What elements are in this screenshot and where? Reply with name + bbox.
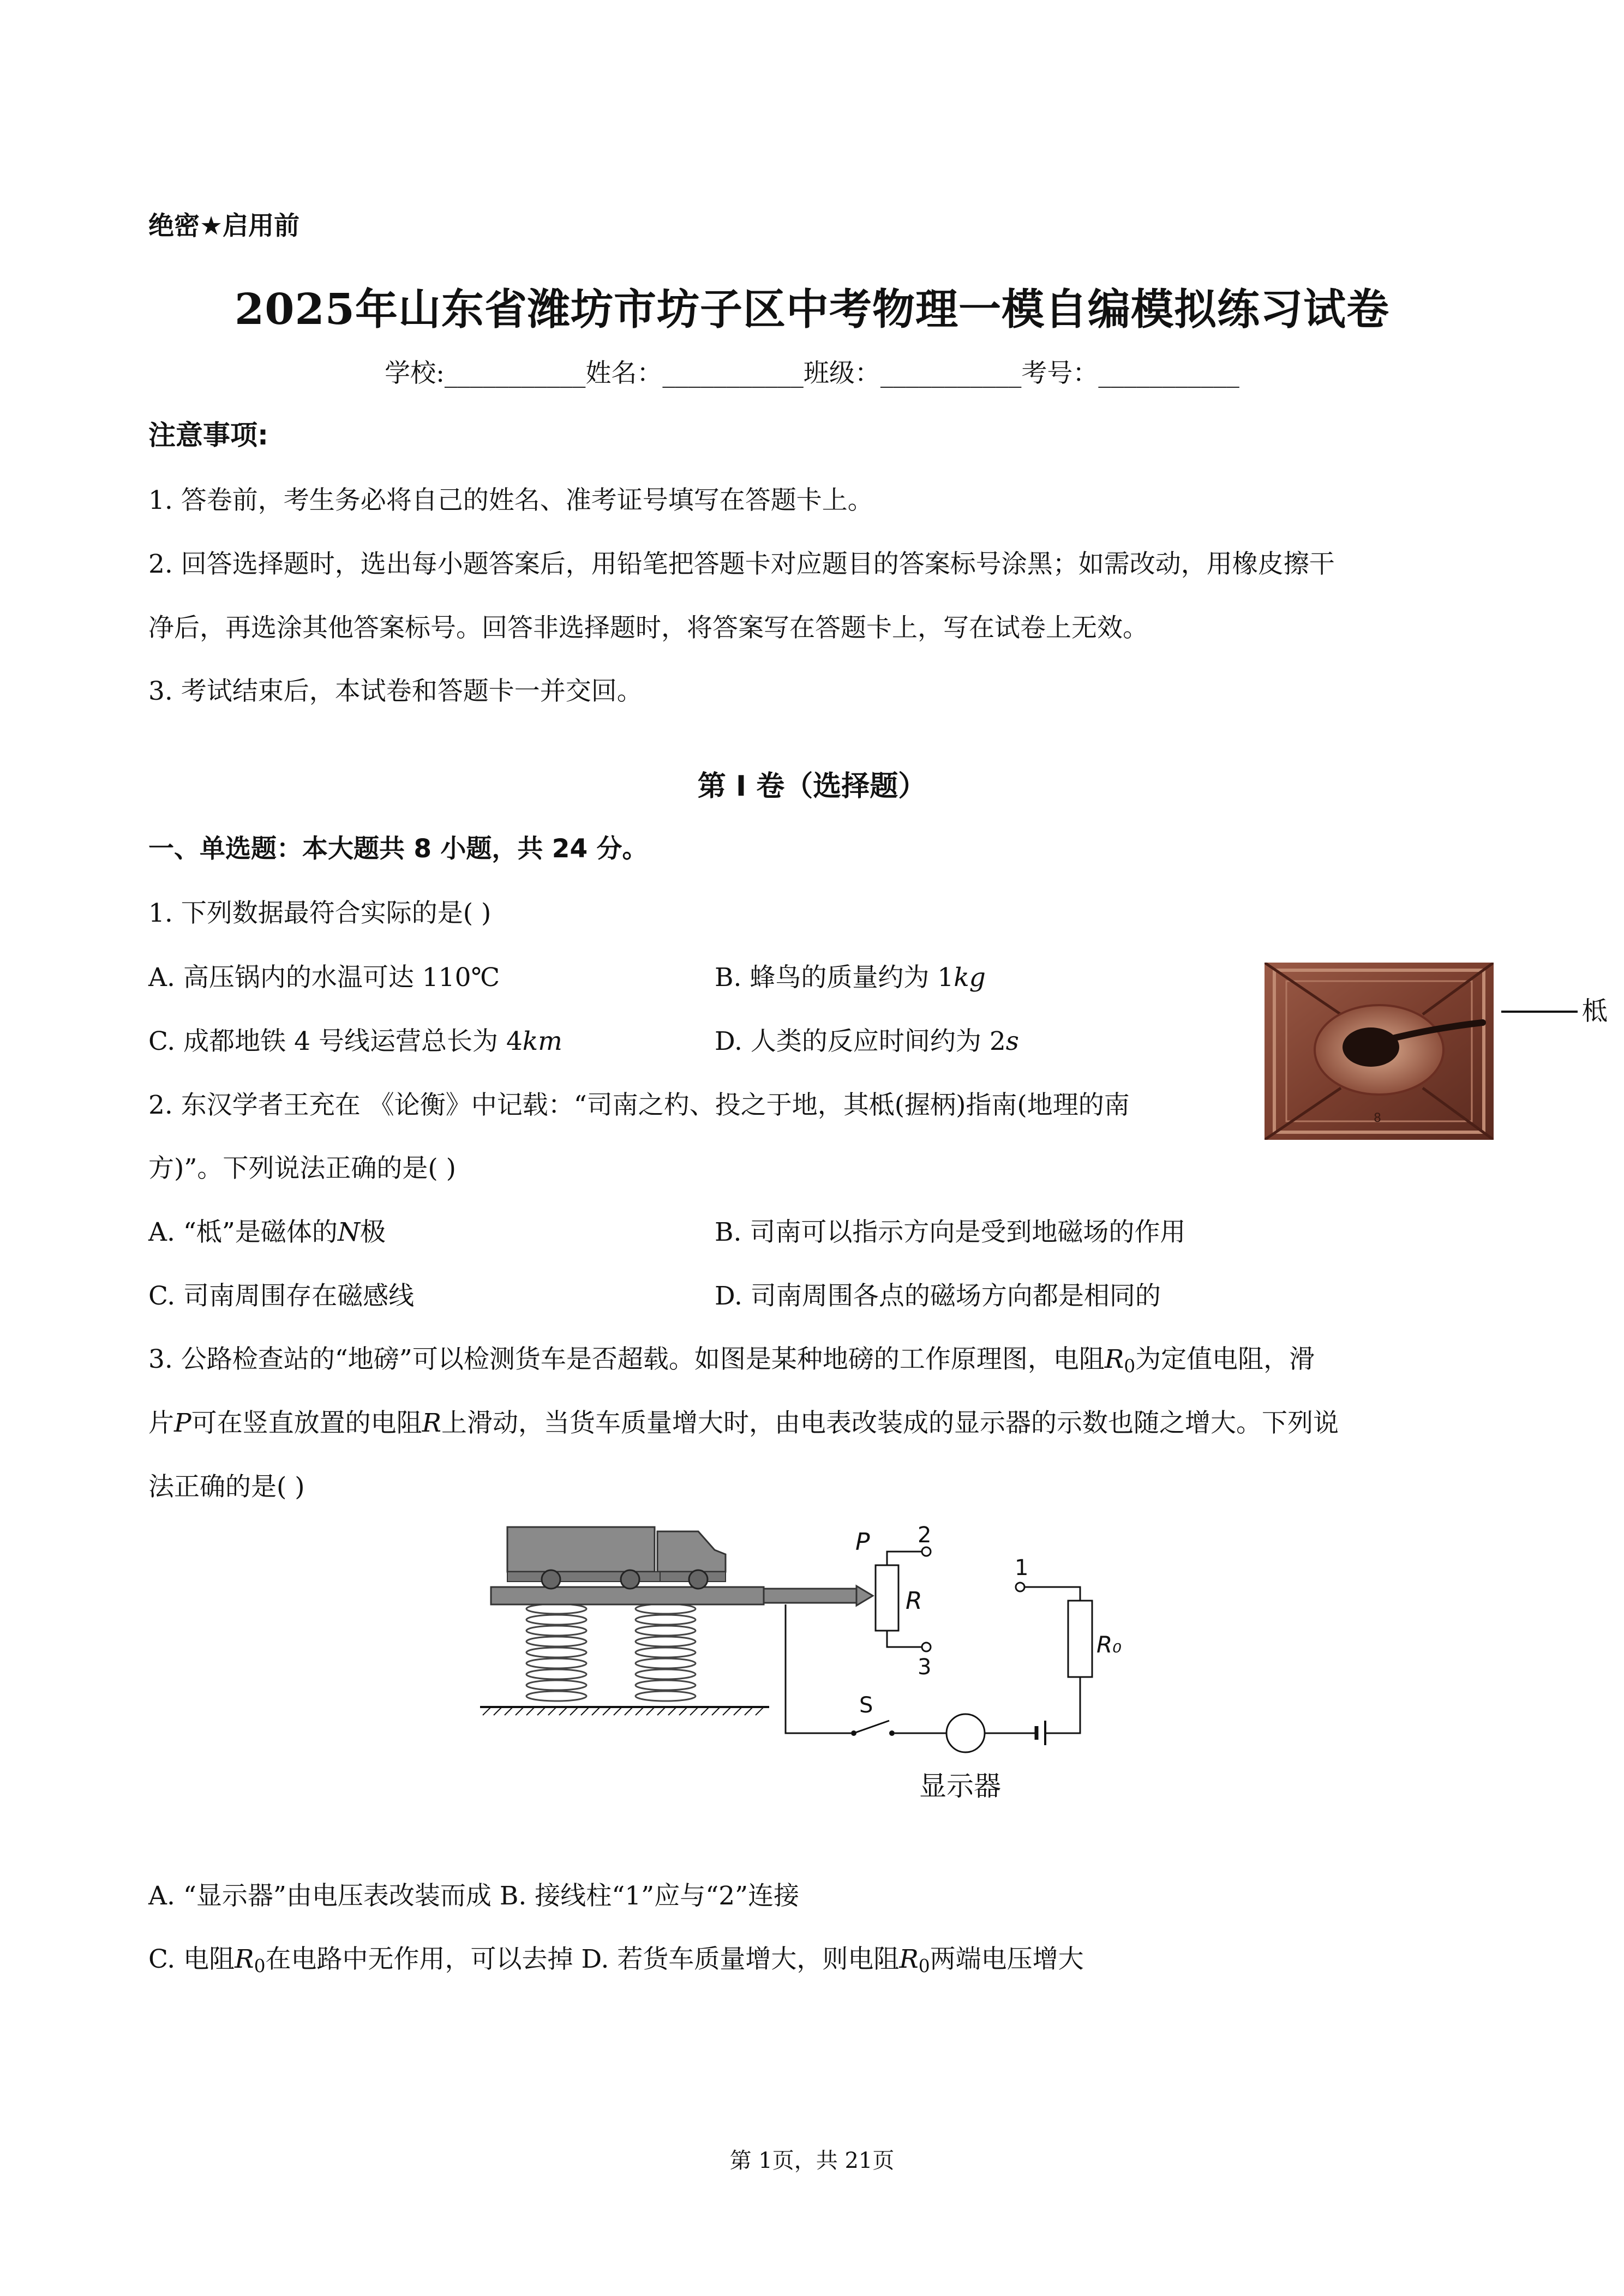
q3-stem-line3: 法正确的是( ) bbox=[148, 1472, 305, 1502]
q3-cd-r2: R bbox=[899, 1944, 919, 1974]
q1-option-c-unit: km bbox=[522, 1026, 562, 1056]
resistor-r bbox=[876, 1565, 898, 1631]
terminal-3 bbox=[922, 1643, 931, 1651]
switch-s bbox=[854, 1721, 889, 1733]
q3-l1-sub: 0 bbox=[1124, 1355, 1136, 1377]
q3-options-cd bbox=[148, 1943, 1084, 1982]
weighbridge-circuit-figure bbox=[475, 1511, 1162, 1816]
q2-option-a bbox=[148, 1216, 386, 1249]
q1-option-d-text: D. 人类的反应时间约为 2 bbox=[715, 1026, 1006, 1056]
q2-option-b: B. 司南可以指示方向是受到地磁场的作用 bbox=[715, 1217, 1186, 1247]
q3-cd-pre: C. 电阻 bbox=[148, 1944, 235, 1974]
terminal-1 bbox=[1016, 1583, 1024, 1591]
q2-option-d: D. 司南周围各点的磁场方向都是相同的 bbox=[715, 1281, 1161, 1311]
q3-stem-line1 bbox=[148, 1343, 1315, 1383]
q1-option-b-text: B. 蜂鸟的质量约为 1 bbox=[715, 963, 954, 993]
slider-tip bbox=[856, 1586, 873, 1606]
switch-contact bbox=[889, 1730, 895, 1736]
q3-cd-mid: 在电路中无作用，可以去掉 D. 若货车质量增大，则电阻 bbox=[265, 1944, 900, 1974]
q3-cd-r1: R bbox=[235, 1944, 254, 1974]
note-item: 3. 考试结束后，本试卷和答题卡一并交回。 bbox=[148, 676, 643, 706]
q3-options-ab: A. “显示器”由电压表改装而成 B. 接线柱“1”应与“2”连接 bbox=[148, 1881, 800, 1911]
label-switch-s: S bbox=[859, 1693, 873, 1718]
q3-l1-math: R bbox=[1104, 1344, 1124, 1374]
q1-option-d-unit: s bbox=[1005, 1026, 1019, 1056]
q1-option-c bbox=[148, 1025, 562, 1058]
q1-option-b bbox=[715, 961, 986, 994]
q1-option-a: A. 高压锅内的水温可达 110℃ bbox=[148, 963, 500, 993]
notes-heading: 注意事项: bbox=[148, 419, 268, 451]
spring-right bbox=[636, 1604, 696, 1701]
confidential-mark: 绝密★启用前 bbox=[148, 211, 300, 241]
q2-stem-line1: 2. 东汉学者王充在 《论衡》中记载：“司南之杓、投之于地，其柢(握柄)指南(地理的南 bbox=[148, 1090, 1130, 1120]
q1-stem: 1. 下列数据最符合实际的是( ) bbox=[148, 898, 492, 928]
note-item: 2. 回答选择题时，选出每小题答案后，用铅笔把答题卡对应题目的答案标号涂黑；如需改动，用橡皮擦干 bbox=[148, 549, 1335, 579]
note-item: 1. 答卷前，考生务必将自己的姓名、准考证号填写在答题卡上。 bbox=[148, 485, 873, 515]
ground-hatching bbox=[483, 1707, 764, 1715]
label-terminal-2: 2 bbox=[918, 1523, 932, 1548]
label-display: 显示器 bbox=[919, 1770, 1001, 1802]
q3-l2-post: 上滑动，当货车质量增大时，由电表改装成的显示器的示数也随之增大。下列说 bbox=[441, 1408, 1339, 1438]
q1-option-d bbox=[715, 1025, 1019, 1058]
figure-pointer-line bbox=[1501, 1011, 1578, 1013]
q3-l2-m1: P bbox=[174, 1408, 191, 1438]
label-r0: R₀ bbox=[1096, 1631, 1122, 1658]
page-footer: 第 1页，共 21页 bbox=[729, 2148, 895, 2173]
q2-figure-label: 柢 bbox=[1582, 996, 1608, 1026]
svg-text:8: 8 bbox=[1374, 1111, 1381, 1125]
resistor-r0 bbox=[1068, 1601, 1092, 1677]
exam-title: 2025年山东省潍坊市坊子区中考物理一模自编模拟练习试卷 bbox=[234, 285, 1390, 334]
q3-l1-pre: 3. 公路检查站的“地磅”可以检测货车是否超载。如图是某种地磅的工作原理图，电阻 bbox=[148, 1344, 1105, 1374]
q3-l2-m2: R bbox=[422, 1408, 442, 1438]
q2-option-a-post: 极 bbox=[360, 1217, 386, 1247]
terminal-2 bbox=[922, 1547, 931, 1556]
q3-cd-r2-sub: 0 bbox=[918, 1955, 930, 1977]
q3-cd-r1-sub: 0 bbox=[254, 1955, 266, 1977]
label-terminal-3: 3 bbox=[918, 1655, 932, 1680]
q2-option-a-pre: A. “柢”是磁体的 bbox=[148, 1217, 338, 1247]
sinan-image bbox=[1265, 963, 1494, 1140]
student-info-line: 学校:___________姓名：___________班级：___________考号：___________ bbox=[385, 358, 1239, 388]
q1-option-b-unit: kg bbox=[954, 963, 986, 993]
weigh-platform bbox=[491, 1587, 764, 1604]
q1-option-c-text: C. 成都地铁 4 号线运营总长为 4 bbox=[148, 1026, 523, 1056]
q3-cd-post: 两端电压增大 bbox=[930, 1944, 1084, 1974]
q3-l2-pre: 片 bbox=[148, 1408, 174, 1438]
truck bbox=[507, 1527, 726, 1589]
display-meter bbox=[946, 1714, 985, 1752]
sinan-figure bbox=[1265, 963, 1494, 1140]
part-title: 一、单选题：本大题共 8 小题，共 24 分。 bbox=[148, 834, 648, 864]
note-item: 净后，再选涂其他答案标号。回答非选择题时，将答案写在答题卡上，写在试卷上无效。 bbox=[148, 613, 1148, 643]
slider-arm bbox=[764, 1589, 856, 1603]
q2-option-c: C. 司南周围存在磁感线 bbox=[148, 1281, 415, 1311]
label-terminal-1: 1 bbox=[1015, 1555, 1029, 1580]
circuit-diagram bbox=[475, 1511, 1162, 1816]
volume-title: 第 I 卷（选择题） bbox=[697, 770, 927, 803]
q2-stem-line2: 方)”。下列说法正确的是( ) bbox=[148, 1153, 456, 1183]
label-p: P bbox=[855, 1528, 870, 1556]
label-r: R bbox=[906, 1587, 922, 1615]
q3-stem-line2 bbox=[148, 1407, 1339, 1440]
spring-left bbox=[526, 1604, 586, 1701]
q3-l1-post: 为定值电阻，滑 bbox=[1135, 1344, 1315, 1374]
q2-option-a-math: N bbox=[337, 1217, 361, 1247]
q3-l2-mid: 可在竖直放置的电阻 bbox=[191, 1408, 422, 1438]
